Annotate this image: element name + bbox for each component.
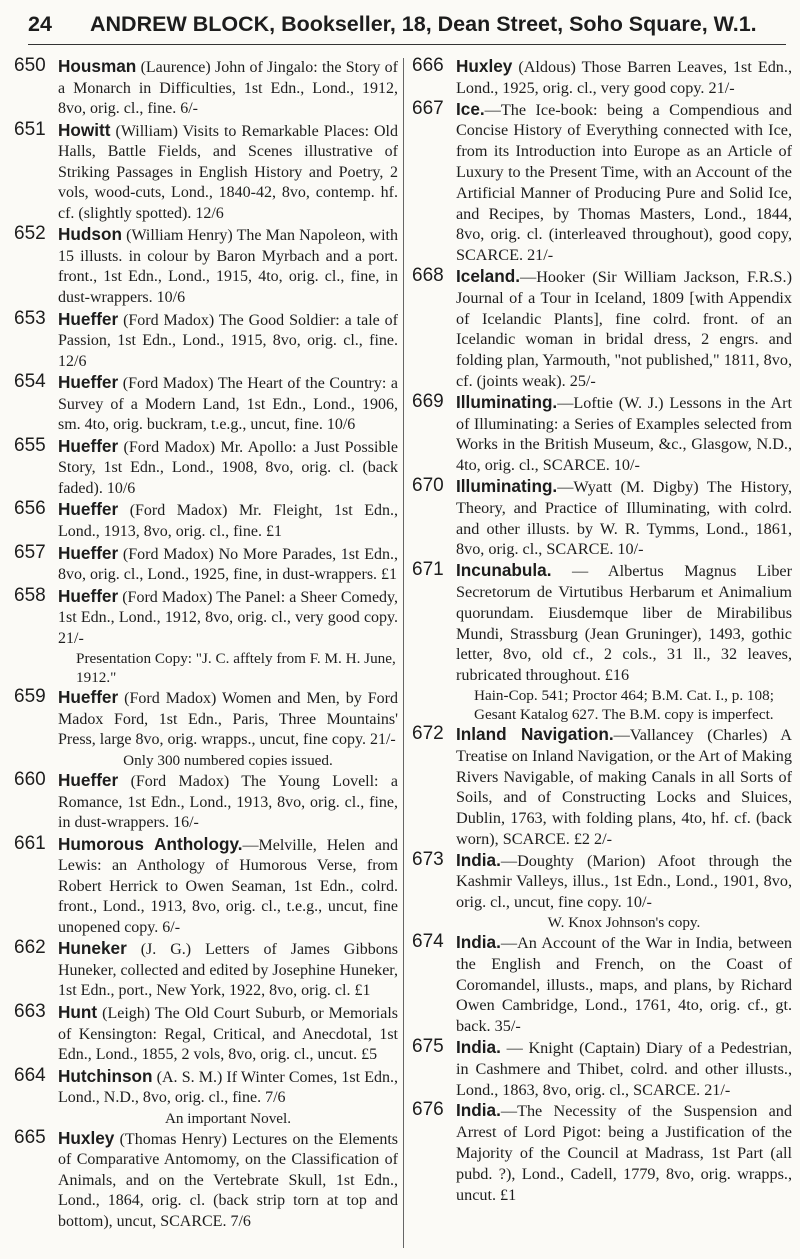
catalogue-entry	[14, 687, 398, 751]
entry-description: —Vallancey (Charles) A Treatise on Inland Navigation, or the Art of Making Rivers Navigable, of making Canals in all Sorts of Soils, and of Constructing Locks and Sluices, Dublin, 1763, with folding plans, 4to, hf. cf. (back worn), SCARCE. £2 2/-	[456, 725, 793, 848]
entry-heading: Iceland.	[456, 265, 520, 286]
entry-description: (A. S. M.) If Winter Comes, 1st Edn., Lond., N.D., 8vo, orig. cl., fine. 7/6	[58, 1068, 398, 1107]
entry-heading: Hueffer	[58, 542, 119, 563]
entry-description: (J. G.) Letters of James Gibbons Huneker, collected and edited by Josephine Huneker, 1st Edn., port., New York, 1922, 8vo, orig. cl. £1	[58, 941, 398, 1000]
entry-heading: Hueffer	[58, 585, 119, 606]
entry-number: 668	[412, 264, 444, 286]
catalogue-entry	[14, 224, 398, 308]
catalogue-entry	[14, 309, 398, 373]
catalogue-entry	[14, 938, 398, 1002]
entry-number: 671	[412, 559, 444, 581]
entry-number: 652	[14, 223, 46, 245]
entry-heading: Hunt	[58, 1001, 98, 1022]
entry-description: (William Henry) The Man Napoleon, with 15 illusts. in colour by Baron Myrbach and a port. front., 1st Edn., Lond., 1915, 4to, orig. cl., fine, in dust-wrappers. 10/6	[58, 227, 398, 307]
entry-note: Presentation Copy: "J. C. afftely from F. M. H. June, 1912."	[76, 650, 396, 687]
entry-number: 651	[14, 118, 46, 140]
entry-heading: Ice.	[456, 98, 485, 119]
entry-number: 660	[14, 768, 46, 790]
entry-description: — Knight (Captain) Diary of a Pedestrian, in Cashmere and Thibet, colrd. and other illusts., Lond., 1863, 8vo, orig. cl., SCARCE. 21/-	[456, 1039, 792, 1099]
entry-description: — Albertus Magnus Liber Secretorum de Virtutibus Herbarum et Animalium quorundam. Eiusdemque liber de Mirabilibus Mundi, Strassburg (Jean Gruninger), 1493, gothic letter, 8vo, old cf., 2 cols., 31 ll., 32 leaves, rubricated throughout. £16	[456, 562, 792, 685]
entry-description: (Aldous) Those Barren Leaves, 1st Edn., Lond., 1925, orig. cl., very good copy. 21/-	[456, 58, 792, 97]
entry-number: 663	[14, 1000, 46, 1022]
catalogue-entry	[14, 770, 398, 834]
entry-number: 653	[14, 307, 46, 329]
entry-heading: Hueffer	[58, 308, 119, 329]
catalogue-entry	[14, 120, 398, 225]
entry-note: Hain-Cop. 541; Proctor 464; B.M. Cat. I., p. 108; Gesant Katalog 627. The B.M. copy is imperfect.	[474, 686, 774, 723]
entry-number: 670	[412, 474, 444, 496]
entry-number: 674	[412, 931, 444, 953]
entry-heading: India.	[456, 849, 501, 870]
entry-description: —Wyatt (M. Digby) The History, Theory, and Practice of Illuminating, with colrd. and other illusts. by W. R. Tymms, Lond., 1861, 8vo, orig. cl., SCARCE. 10/-	[456, 477, 792, 559]
catalogue-entry	[412, 560, 792, 686]
entry-heading: Hueffer	[58, 687, 119, 708]
entry-description: (Ford Madox) The Good Soldier: a tale of Passion, 1st Edn., Lond., 1915, 8vo, orig. cl., fine. 12/6	[58, 311, 398, 370]
catalogue-entry	[412, 850, 792, 913]
entry-heading: India.	[456, 1037, 501, 1058]
entry-number: 669	[412, 390, 444, 412]
entry-heading: Incunabula.	[456, 560, 552, 581]
entry-number: 666	[412, 55, 444, 76]
catalogue-entry	[14, 1066, 398, 1109]
entry-number: 664	[14, 1064, 46, 1086]
right-column	[412, 56, 792, 1249]
entry-heading: Humorous Anthology.	[58, 833, 243, 854]
entry-description: (Leigh) The Old Court Suburb, or Memorials of Kensington: Regal, Critical, and Anecdotal, 1st Edn., Lond., 1855, 2 vols, 8vo, orig. cl., uncut. £5	[58, 1004, 398, 1064]
entry-description: (Ford Madox) Mr. Apollo: a Just Possible Story, 1st Edn., Lond., 1908, 8vo, orig. cl. (back faded). 10/6	[58, 438, 398, 497]
entry-heading: Hutchinson	[58, 1065, 153, 1086]
entry-description: —An Account of the War in India, between the English and French, on the Coast of Coromandel, illusts., maps, and plans, by Richard Owen Cambridge, Lond., 1761, 4to, orig. cf., gt. back. 35/-	[456, 934, 792, 1036]
entry-description: —The Necessity of the Suspension and Arrest of Lord Pigot: being a Justification of the Majority of the Council at Madrass, 1st Part (all pubd. ?), Lond., Cadell, 1779, 8vo, orig. wrapps., uncut. £1	[456, 1102, 792, 1204]
entry-number: 655	[14, 434, 46, 456]
entry-description: (Ford Madox) No More Parades, 1st Edn., 8vo, orig. cl., Lond., 1925, fine, in dust-wrappers. £1	[58, 545, 398, 584]
catalogue-entry	[412, 99, 792, 266]
entry-number: 675	[412, 1036, 444, 1058]
entry-heading: Huneker	[58, 938, 127, 959]
catalogue-entry	[14, 586, 398, 650]
catalogue-entry	[412, 392, 792, 476]
entry-heading: Howitt	[58, 119, 111, 140]
entry-number: 650	[14, 55, 46, 76]
entry-description: —Hooker (Sir William Jackson, F.R.S.) Journal of a Tour in Iceland, 1809 [with Appendix of Icelandic Plants], fine colrd. front. of an Icelandic woman in bridal dress, 2 engrs. and folding plan, Yarmouth, "not published," 1811, 8vo, cf. (joints weak). 25/-	[456, 267, 792, 390]
entry-description: (Thomas Henry) Lectures on the Elements of Comparative Antomomy, on the Classification of Animals, and on the Vertebrate Skull, 1st Edn., Lond., 1864, orig. cl. (back strip torn at top and bottom), uncut, SCARCE. 7/6	[58, 1130, 398, 1230]
entry-description: —Loftie (W. J.) Lessons in the Art of Illuminating: a Series of Examples selected from Works in the British Museum, &c., Glasgow, N.D., 4to, orig. cl., SCARCE. 10/-	[456, 393, 792, 475]
entry-heading: Hueffer	[58, 435, 119, 456]
entry-number: 662	[14, 937, 46, 959]
catalogue-entry	[14, 436, 398, 500]
entry-heading: Hueffer	[58, 499, 119, 520]
entry-heading: Illuminating.	[456, 475, 558, 496]
catalogue-entry	[412, 476, 792, 560]
entry-heading: Housman	[58, 56, 137, 76]
entry-description: —The Ice-book: being a Compendious and Concise History of Everything connected with Ice, from its Introduction into Europe as an Article of Luxury to the Present Time, with an Account of the Artificial Manner of Producing Pure and Solid Ice, and Recipes, by Thomas Masters, Lond., 1844, 8vo, orig. cl. (interleaved throughout), good copy, SCARCE. 21/-	[456, 100, 792, 265]
entry-note: An important Novel.	[164, 1109, 292, 1127]
entry-number: 676	[412, 1099, 444, 1121]
catalogue-entry	[412, 266, 792, 392]
entry-description: (Laurence) John of Jingalo: the Story of a Monarch in Difficulties, 1st Edn., Lond., 1912, 8vo, orig. cl., fine. 6/-	[58, 59, 398, 118]
entry-number: 667	[412, 97, 444, 119]
left-column	[14, 56, 398, 1249]
catalogue-entry	[412, 56, 792, 99]
entry-description: (Ford Madox) The Young Lovell: a Romance, 1st Edn., Lond., 1913, 8vo, orig. cl., fine, in dust-wrappers. 16/-	[58, 772, 398, 832]
entry-heading: Hueffer	[58, 769, 119, 790]
catalogue-entry	[412, 932, 792, 1037]
entry-number: 673	[412, 848, 444, 870]
catalogue-entry	[14, 1128, 398, 1233]
catalogue-entry	[14, 834, 398, 939]
catalogue-entry	[14, 499, 398, 542]
entry-heading: Hudson	[58, 224, 122, 245]
entry-number: 658	[14, 584, 46, 606]
entry-heading: Inland Navigation.	[456, 723, 614, 744]
entry-number: 661	[14, 832, 46, 854]
entry-heading: Hueffer	[58, 372, 119, 393]
entry-number: 665	[14, 1126, 46, 1148]
catalogue-entry	[412, 1037, 792, 1100]
catalogue-entry	[14, 56, 398, 120]
entry-description: (Ford Madox) Women and Men, by Ford Madox Ford, 1st Edn., Paris, Three Mountains' Press, large 8vo, orig. wrapps., uncut, fine copy. 21/-	[58, 690, 398, 749]
catalogue-entry	[14, 543, 398, 586]
catalogue-entry	[412, 1100, 792, 1205]
catalogue-entry	[14, 1002, 398, 1066]
entry-number: 657	[14, 541, 46, 563]
entry-number: 659	[14, 686, 46, 708]
entry-number: 656	[14, 498, 46, 520]
entry-heading: India.	[456, 1100, 501, 1121]
entry-note: Only 300 numbered copies issued.	[123, 751, 333, 769]
header-title: ANDREW BLOCK, Bookseller, 18, Dean Street, Soho Square, W.1.	[90, 12, 757, 36]
entry-description: (Ford Madox) The Heart of the Country: a Survey of a Modern Land, 1st Edn., Lond., 1906, sm. 4to, orig. buckram, t.e.g., uncut, fine. 10/6	[58, 375, 398, 434]
column-divider	[403, 58, 404, 1248]
entry-number: 672	[412, 722, 444, 744]
catalogue-entry	[14, 372, 398, 436]
entry-heading: Huxley	[456, 56, 513, 76]
entry-number: 654	[14, 371, 46, 393]
entry-heading: Huxley	[58, 1127, 115, 1148]
page-number: 24	[28, 12, 52, 36]
running-header	[28, 10, 786, 45]
entry-note: W. Knox Johnson's copy.	[547, 914, 701, 932]
catalogue-entry	[412, 724, 792, 850]
entry-description: —Doughty (Marion) Afoot through the Kashmir Valleys, illus., 1st Edn., Lond., 1901, 8vo, orig. cl., uncut, fine copy. 10/-	[456, 851, 792, 912]
entry-description: —Melville, Helen and Lewis: an Anthology of Humorous Verse, from Robert Herrick to Owen Seaman, 1st Edn., colrd. front., Lond., 1913, 8vo, orig. cl., t.e.g., uncut, fine unopened copy. 6/-	[58, 836, 399, 936]
entry-description: (William) Visits to Remarkable Places: Old Halls, Battle Fields, and Scenes illustrative of Striking Passages in English History and Poetry, 2 vols, wood-cuts, Lond., 1840-42, 8vo, contemp. hf. cf. (slightly spotted). 12/6	[58, 122, 398, 222]
entry-description: (Ford Madox) The Panel: a Sheer Comedy, 1st Edn., Lond., 1912, 8vo, orig. cl., very good copy. 21/-	[58, 588, 398, 647]
entry-heading: India.	[456, 932, 501, 953]
entry-heading: Illuminating.	[456, 391, 558, 412]
entry-description: (Ford Madox) Mr. Fleight, 1st Edn., Lond., 1913, 8vo, orig. cl., fine. £1	[58, 502, 398, 541]
